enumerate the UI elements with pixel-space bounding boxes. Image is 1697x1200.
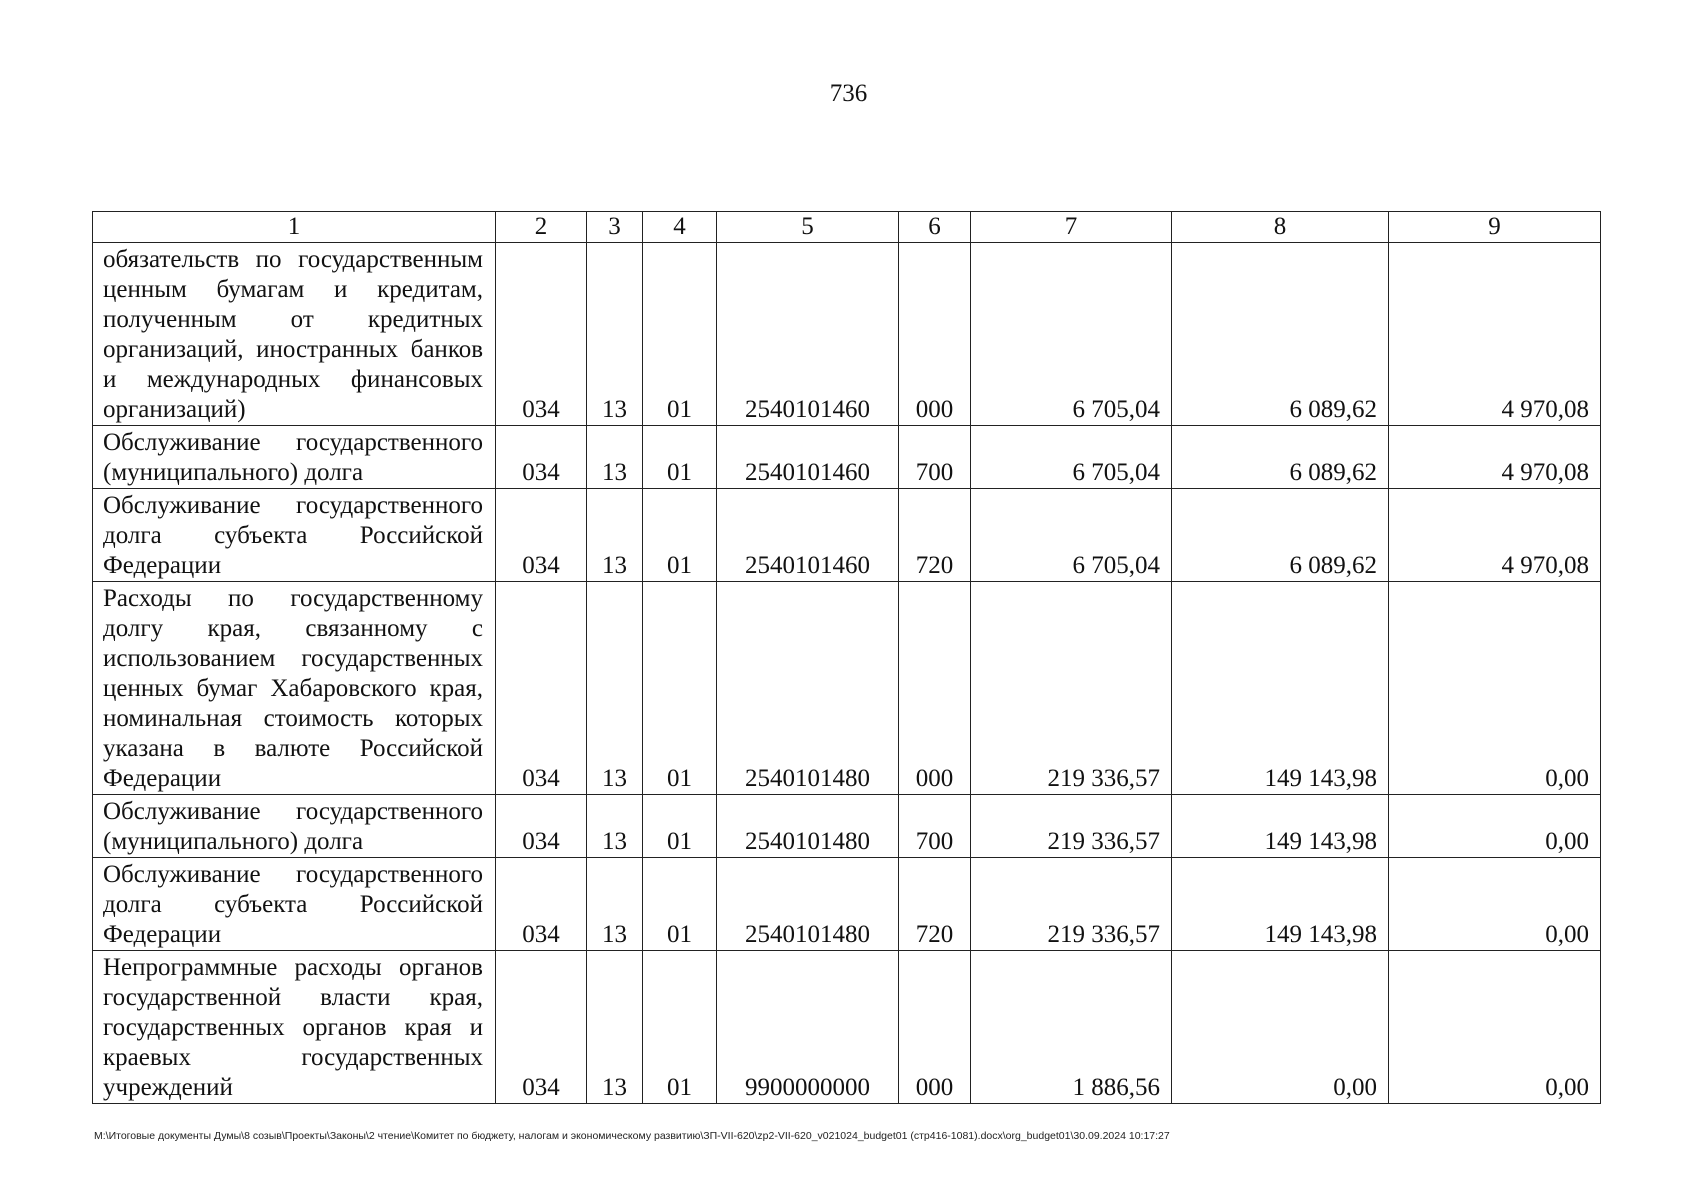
table-row: [93, 489, 1601, 582]
column-number-row: [93, 212, 1601, 243]
budget-table: [92, 211, 1601, 1104]
table-row: [93, 795, 1601, 858]
cell-section: 13: [587, 582, 643, 795]
column-header: 3: [587, 212, 643, 243]
cell-subsection: 01: [643, 858, 717, 951]
cell-subsection: 01: [643, 426, 717, 489]
cell-amount-2: 149 143,98: [1172, 858, 1389, 951]
cell-grbs: 034: [496, 795, 587, 858]
cell-target-article: 2540101480: [717, 795, 899, 858]
row-description: Обслуживание государственного (муниципального) долга: [93, 795, 496, 858]
column-header: 7: [971, 212, 1172, 243]
cell-amount-2: 0,00: [1172, 951, 1389, 1104]
table-row: [93, 243, 1601, 426]
cell-expense-type: 700: [899, 426, 971, 489]
cell-amount-1: 1 886,56: [971, 951, 1172, 1104]
cell-amount-3: 0,00: [1389, 951, 1601, 1104]
column-header: 2: [496, 212, 587, 243]
column-header: 8: [1172, 212, 1389, 243]
row-description: Непрограммные расходы органов государственной власти края, государственных органов края и краевых государственных учреждений: [93, 951, 496, 1104]
cell-amount-3: 0,00: [1389, 795, 1601, 858]
document-file-path: M:\Итоговые документы Думы\8 созыв\Проекты\Законы\2 чтение\Комитет по бюджету, налогам и экономическому развитию\ЗП-VII-620\zp2-VII-620_v021024_budget01 (стр416-1081).docx\org_budget01\30.09.2024 10:17:27: [94, 1130, 1170, 1142]
column-header: 1: [93, 212, 496, 243]
cell-subsection: 01: [643, 795, 717, 858]
cell-section: 13: [587, 858, 643, 951]
cell-amount-3: 0,00: [1389, 582, 1601, 795]
cell-section: 13: [587, 426, 643, 489]
row-description: Расходы по государственному долгу края, связанному с использованием государственных ценных бумаг Хабаровского края, номинальная стоимость которых указана в валюте Российской Федерации: [93, 582, 496, 795]
cell-subsection: 01: [643, 243, 717, 426]
column-header: 4: [643, 212, 717, 243]
cell-subsection: 01: [643, 582, 717, 795]
cell-expense-type: 720: [899, 858, 971, 951]
cell-grbs: 034: [496, 582, 587, 795]
cell-section: 13: [587, 243, 643, 426]
cell-amount-2: 149 143,98: [1172, 582, 1389, 795]
cell-target-article: 2540101460: [717, 426, 899, 489]
cell-amount-1: 6 705,04: [971, 426, 1172, 489]
cell-section: 13: [587, 489, 643, 582]
cell-amount-3: 0,00: [1389, 858, 1601, 951]
cell-amount-2: 6 089,62: [1172, 489, 1389, 582]
cell-expense-type: 720: [899, 489, 971, 582]
cell-subsection: 01: [643, 951, 717, 1104]
cell-amount-2: 6 089,62: [1172, 426, 1389, 489]
cell-amount-1: 219 336,57: [971, 795, 1172, 858]
cell-amount-3: 4 970,08: [1389, 243, 1601, 426]
cell-subsection: 01: [643, 489, 717, 582]
cell-amount-2: 6 089,62: [1172, 243, 1389, 426]
cell-expense-type: 000: [899, 951, 971, 1104]
cell-grbs: 034: [496, 951, 587, 1104]
row-description: Обслуживание государственного долга субъекта Российской Федерации: [93, 858, 496, 951]
cell-amount-1: 6 705,04: [971, 489, 1172, 582]
column-header: 6: [899, 212, 971, 243]
cell-expense-type: 000: [899, 582, 971, 795]
cell-target-article: 2540101480: [717, 858, 899, 951]
cell-expense-type: 700: [899, 795, 971, 858]
cell-target-article: 2540101480: [717, 582, 899, 795]
table-row: [93, 582, 1601, 795]
page-number: 736: [829, 80, 868, 107]
cell-amount-3: 4 970,08: [1389, 426, 1601, 489]
cell-section: 13: [587, 795, 643, 858]
column-header: 9: [1389, 212, 1601, 243]
cell-expense-type: 000: [899, 243, 971, 426]
table-row: [93, 951, 1601, 1104]
cell-grbs: 034: [496, 243, 587, 426]
table-row: [93, 858, 1601, 951]
cell-amount-2: 149 143,98: [1172, 795, 1389, 858]
row-description: Обслуживание государственного долга субъекта Российской Федерации: [93, 489, 496, 582]
row-description: Обслуживание государственного (муниципального) долга: [93, 426, 496, 489]
cell-amount-1: 219 336,57: [971, 858, 1172, 951]
cell-grbs: 034: [496, 858, 587, 951]
cell-amount-1: 6 705,04: [971, 243, 1172, 426]
cell-grbs: 034: [496, 426, 587, 489]
row-description: обязательств по государственным ценным бумагам и кредитам, полученным от кредитных организаций, иностранных банков и международных финансовых организаций): [93, 243, 496, 426]
cell-target-article: 9900000000: [717, 951, 899, 1104]
cell-grbs: 034: [496, 489, 587, 582]
cell-target-article: 2540101460: [717, 243, 899, 426]
cell-amount-1: 219 336,57: [971, 582, 1172, 795]
table-row: [93, 426, 1601, 489]
cell-target-article: 2540101460: [717, 489, 899, 582]
cell-amount-3: 4 970,08: [1389, 489, 1601, 582]
column-header: 5: [717, 212, 899, 243]
cell-section: 13: [587, 951, 643, 1104]
